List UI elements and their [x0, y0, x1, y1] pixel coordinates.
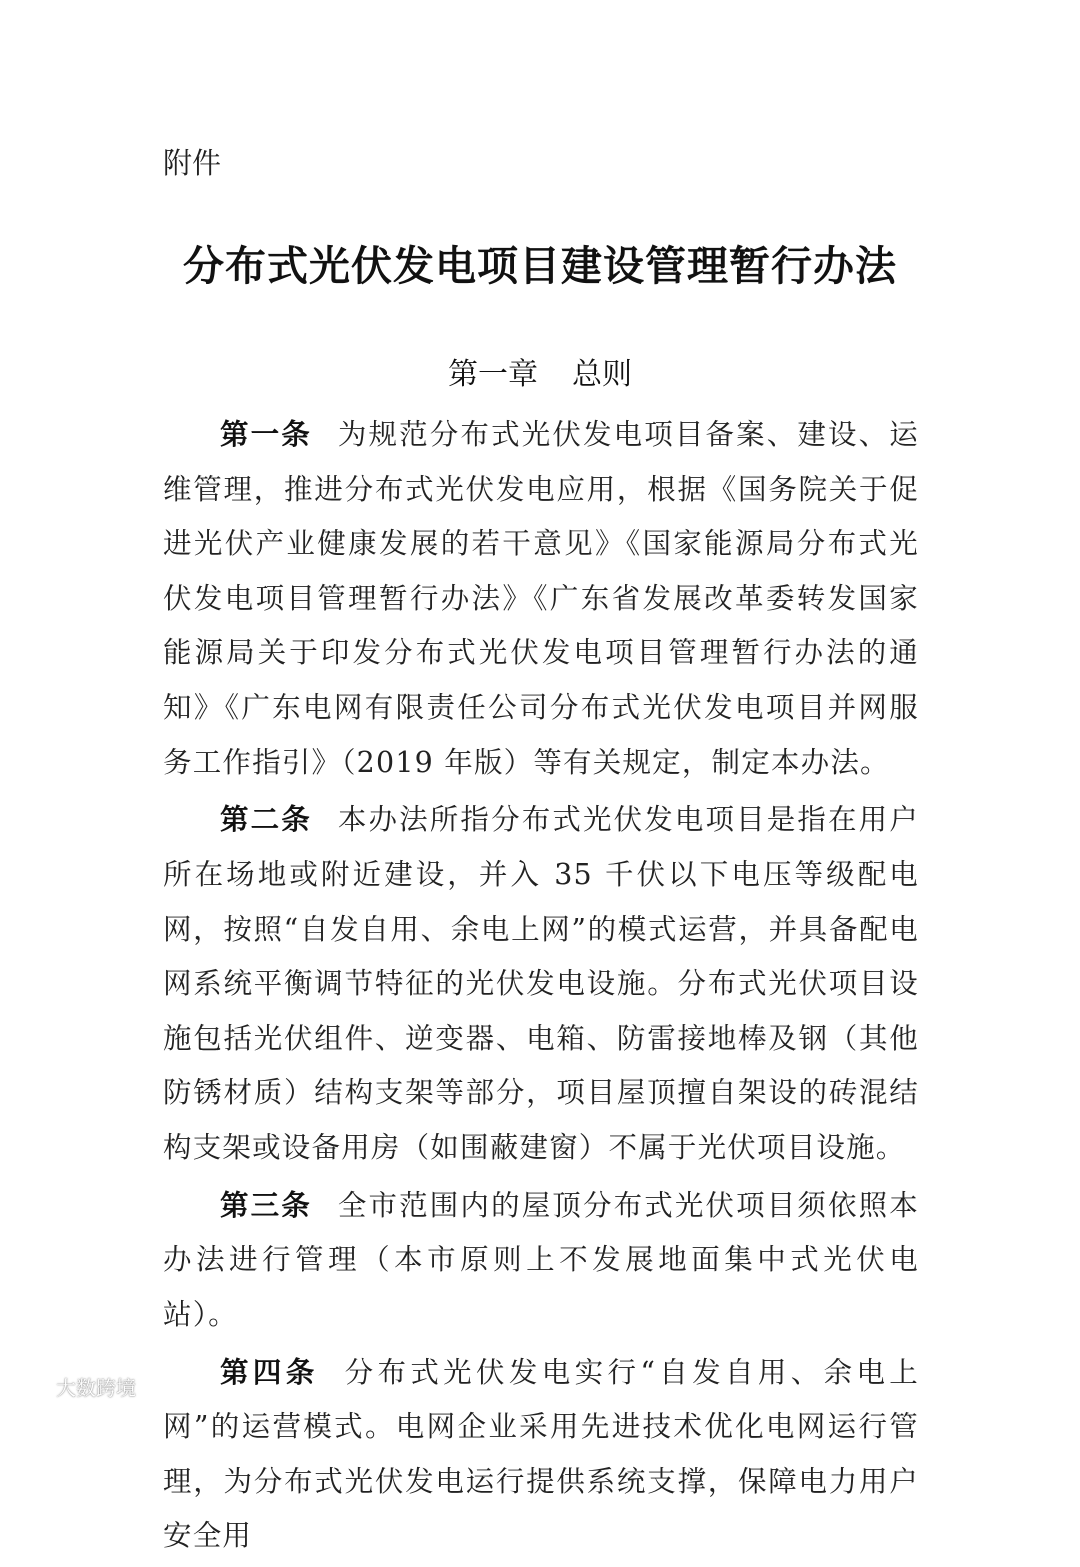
- article-number: 第一条: [220, 418, 312, 451]
- watermark-text: 大数跨境: [56, 1376, 136, 1400]
- article-text: 全市范围内的屋顶分布式光伏项目须依照本办法进行管理（本市原则上不发展地面集中式光伏电站）。: [163, 1188, 919, 1331]
- weibo-logo-icon: [10, 1374, 50, 1400]
- article: [163, 408, 919, 790]
- article-number: 第三条: [220, 1188, 312, 1222]
- article-text: 本办法所指分布式光伏发电项目是指在用户所在场地或附近建设，并入 35 千伏以下电压等级配电网，按照“自发自用、余电上网”的模式运营，并具备配电网系统平衡调节特征的光伏发电设施。分布式光伏项目设施包括光伏组件、逆变器、电箱、防雷接地棒及钢（其他防锈材质）结构支架等部分，项目屋顶擅自架设的砖混结构支架或设备用房（如围蔽建窗）不属于光伏项目设施。: [163, 803, 919, 1164]
- article: [163, 1179, 919, 1343]
- article: [163, 793, 919, 1175]
- article: [163, 1346, 919, 1564]
- chapter-name: 总则: [572, 357, 632, 392]
- document-title: 分布式光伏发电项目建设管理暂行办法: [183, 242, 897, 290]
- article-text: 为规范分布式光伏发电项目备案、建设、运维管理，推进分布式光伏发电应用，根据《国务院关于促进光伏产业健康发展的若干意见》《国家能源局分布式光伏发电项目管理暂行办法》《广东省发展改革委转发国家能源局关于印发分布式光伏发电项目管理暂行办法的通知》《广东电网有限责任公司分布式光伏发电项目并网服务工作指引》（2019 年版）等有关规定，制定本办法。: [163, 418, 919, 779]
- document-body: [163, 408, 919, 1567]
- watermark: [10, 1372, 136, 1401]
- chapter-heading: [0, 352, 1080, 398]
- article-number: 第二条: [220, 803, 312, 837]
- attachment-label: 附件: [163, 146, 222, 180]
- article-text: 分布式光伏发电实行“自发自用、余电上网”的运营模式。电网企业采用先进技术优化电网运行管理，为分布式光伏发电运行提供系统支撑，保障电力用户安全用: [163, 1355, 920, 1553]
- chapter-number: 第一章: [448, 357, 538, 392]
- article-number: 第四条: [220, 1355, 319, 1389]
